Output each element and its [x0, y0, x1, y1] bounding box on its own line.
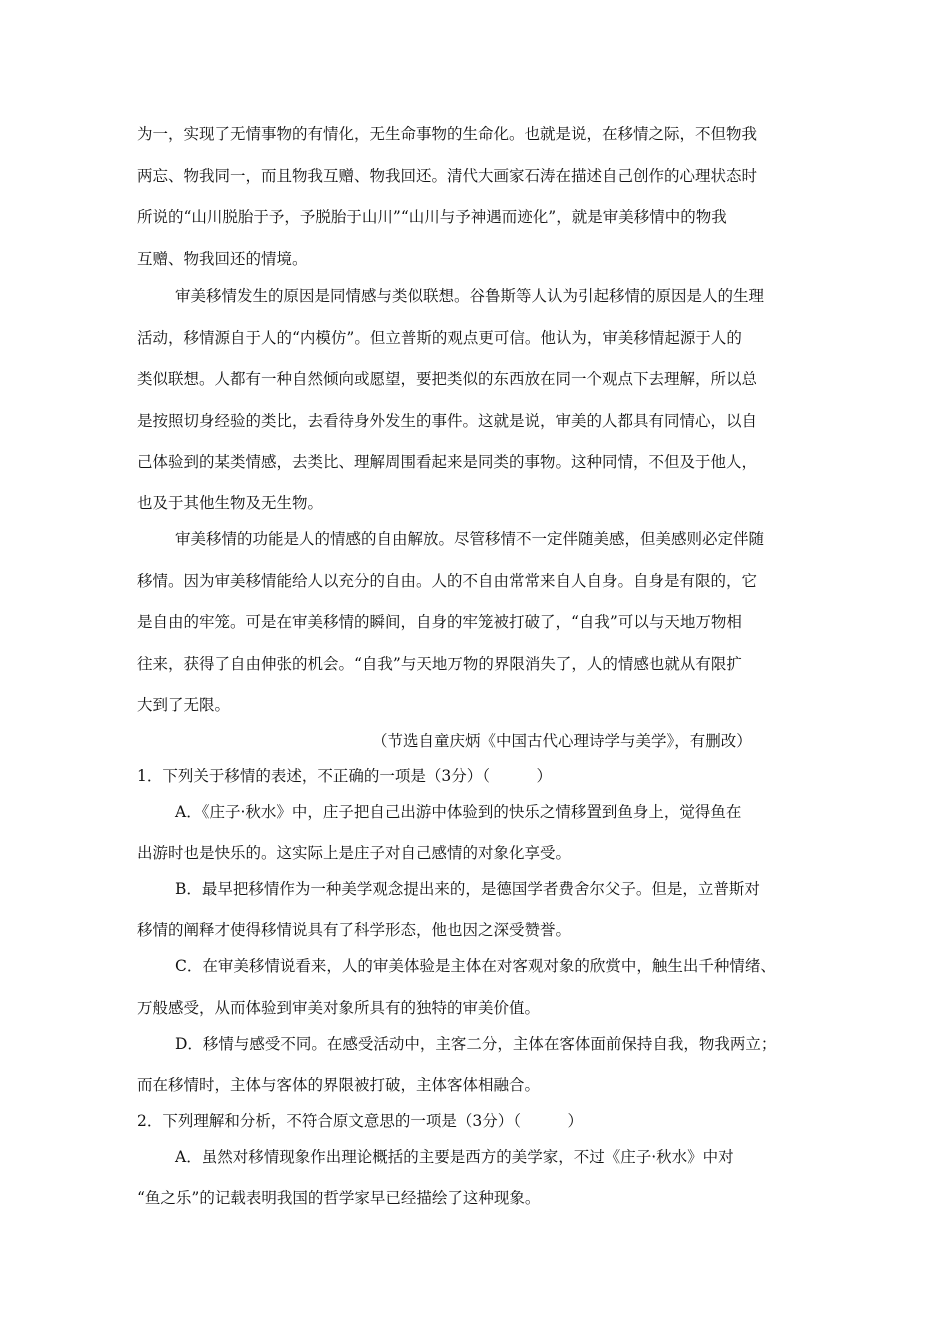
text-line: 互赠、物我回还的情境。 [137, 250, 308, 268]
text-line: 审美移情的功能是人的情感的自由解放。尽管移情不一定伴随美感，但美感则必定伴随 [175, 530, 765, 548]
text-line: 移情。因为审美移情能给人以充分的自由。人的不自由常常来自人自身。自身是有限的，它 [137, 572, 758, 590]
text-line: D．移情与感受不同。在感受活动中，主客二分，主体在客体面前保持自我，物我两立； [175, 1035, 777, 1053]
text-line: 也及于其他生物及无生物。 [137, 494, 324, 512]
text-line: 是按照切身经验的类比，去看待身外发生的事件。这就是说，审美的人都具有同情心，以自 [137, 412, 758, 430]
text-line: 活动，移情源自于人的“内模仿”。但立普斯的观点更可信。他认为，审美移情起源于人的 [137, 329, 742, 347]
question-stem: 1．下列关于移情的表述，不正确的一项是（3分）（ ） [137, 767, 552, 785]
text-line: 往来，获得了自由伸张的机会。“自我”与天地万物的界限消失了，人的情感也就从有限扩 [137, 655, 742, 673]
text-line: 两忘、物我同一，而且物我互赠、物我回还。清代大画家石涛在描述自己创作的心理状态时 [137, 167, 758, 185]
text-line: 出游时也是快乐的。这实际上是庄子对自己感情的对象化享受。 [137, 844, 572, 862]
text-line: “鱼之乐”的记载表明我国的哲学家早已经描绘了这种现象。 [137, 1189, 541, 1207]
question-stem: 2．下列理解和分析，不符合原文意思的一项是（3分）（ ） [137, 1112, 583, 1130]
text-line: A．虽然对移情现象作出理论概括的主要是西方的美学家，不过《庄子·秋水》中对 [175, 1148, 734, 1166]
text-line: 为一，实现了无情事物的有情化，无生命事物的生命化。也就是说，在移情之际，不但物我 [137, 125, 758, 143]
source-citation: （节选自童庆炳《中国古代心理诗学与美学》，有删改） [372, 732, 752, 750]
text-line: 己体验到的某类情感，去类比、理解周围看起来是同类的事物。这种同情，不但及于他人， [137, 453, 758, 471]
text-line: B．最早把移情作为一种美学观念提出来的，是德国学者费舍尔父子。但是，立普斯对 [175, 880, 760, 898]
text-line: A．《庄子·秋水》中，庄子把自己出游中体验到的快乐之情移置到鱼身上，觉得鱼在 [175, 803, 742, 821]
text-line: 大到了无限。 [137, 696, 231, 714]
text-line: 审美移情发生的原因是同情感与类似联想。谷鲁斯等人认为引起移情的原因是人的生理 [175, 287, 765, 305]
text-line: 是自由的牢笼。可是在审美移情的瞬间，自身的牢笼被打破了，“自我”可以与天地万物相 [137, 613, 742, 631]
text-line: 移情的阐释才使得移情说具有了科学形态，他也因之深受赞誉。 [137, 921, 572, 939]
text-line: 类似联想。人都有一种自然倾向或愿望，要把类似的东西放在同一个观点下去理解，所以总 [137, 370, 758, 388]
text-line: 所说的“山川脱胎于予，予脱胎于山川”“山川与予神遇而迹化”，就是审美移情中的物我 [137, 208, 727, 226]
text-line: C．在审美移情说看来，人的审美体验是主体在对客观对象的欣赏中，触生出千种情绪、 [175, 957, 776, 975]
text-line: 万般感受，从而体验到审美对象所具有的独特的审美价值。 [137, 999, 541, 1017]
text-line: 而在移情时，主体与客体的界限被打破，主体客体相融合。 [137, 1076, 541, 1094]
